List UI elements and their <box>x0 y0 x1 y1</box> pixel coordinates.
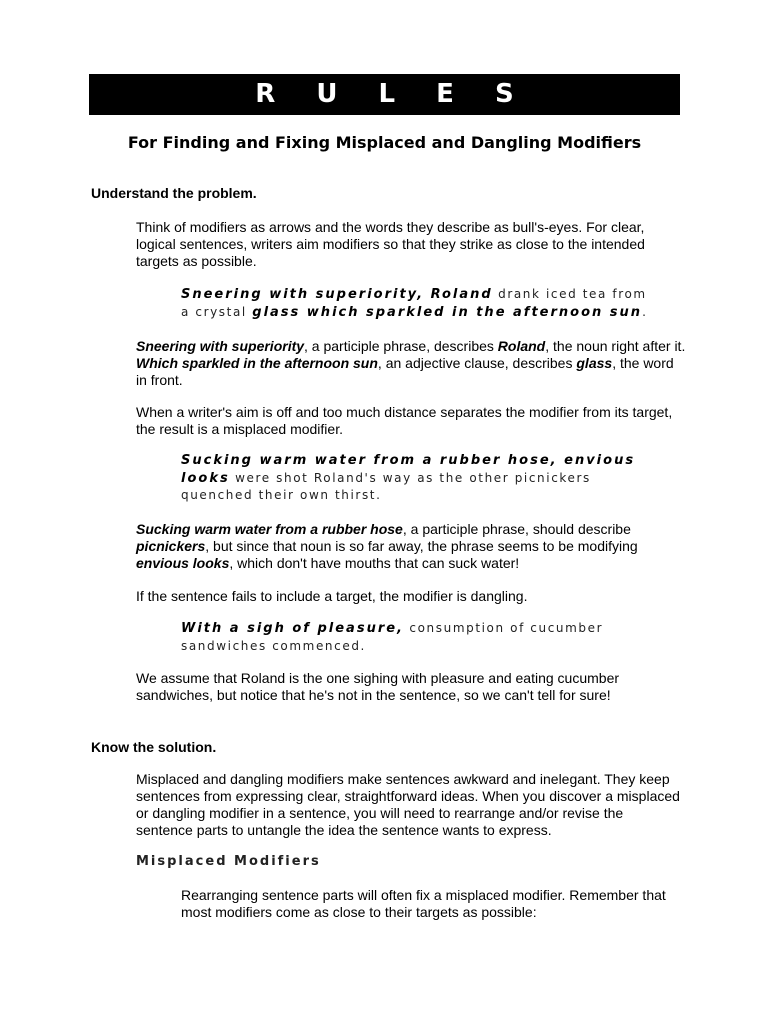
text-run: , but since that noun is so far away, the phrase seems to be modifying <box>205 538 638 554</box>
paragraph-misplaced-definition: When a writer's aim is off and too much distance separates the modifier from its target, the result is a misplaced modifier. <box>136 404 673 437</box>
example-text: were shot Roland's way as the other picnickers quenched their own thirst. <box>181 470 591 502</box>
text-run: , the word in front. <box>136 355 674 388</box>
example-lead: Sneering with superiority, Roland <box>181 287 493 302</box>
bold-italic-term: Roland <box>497 338 546 354</box>
heading-know-solution: Know the solution. <box>91 739 217 755</box>
paragraph-solution: Misplaced and dangling modifiers make sentences awkward and inelegant. They keep sentences from expressing clear, straightforward ideas. When you discover a misplaced or dangling modifier in a sentence, you will need to rearrange and/or revise the sentence parts to untangle the idea the sentence wants to express. <box>136 771 680 838</box>
paragraph-sucking-explanation <box>136 521 686 572</box>
bold-italic-term: glass <box>576 355 613 371</box>
heading-understand-problem: Understand the problem. <box>91 185 257 201</box>
example-lead: With a sigh of pleasure, <box>181 621 404 636</box>
text-run: , a participle phrase, describes <box>304 338 498 354</box>
example-end: . <box>642 304 648 319</box>
paragraph-rearranging: Rearranging sentence parts will often fix a misplaced modifier. Remember that most modifiers come as close to their targets as possible: <box>181 887 666 920</box>
bold-italic-term: Which sparkled in the afternoon sun <box>136 355 378 371</box>
text-run: , the noun right after it. <box>545 338 686 354</box>
example-sigh <box>181 620 661 655</box>
paragraph-dangling-definition: If the sentence fails to include a target, the modifier is dangling. <box>136 588 528 604</box>
example-text: drank iced tea from a crystal <box>181 287 647 319</box>
bold-italic-term: envious looks <box>136 555 230 571</box>
example-bold: glass which sparkled in the afternoon sun <box>252 304 643 320</box>
example-text: consumption of cucumber sandwiches commenced. <box>181 621 604 653</box>
bold-italic-term: Sucking warm water from a rubber hose <box>136 521 403 537</box>
paragraph-sneering-explanation <box>136 338 686 389</box>
paragraph-modifiers-arrows: Think of modifiers as arrows and the words they describe as bull's-eyes. For clear, logical sentences, writers aim modifiers so that they strike as close to the intended targets as possible. <box>136 219 645 269</box>
example-lead: Sucking warm water from a rubber hose, envious looks <box>181 453 636 486</box>
example-sucking <box>181 452 656 505</box>
text-run: , a participle phrase, should describe <box>402 521 631 537</box>
bold-italic-term: picnickers <box>136 538 206 554</box>
text-run: , an adjective clause, describes <box>377 355 577 371</box>
rules-banner: R U L E S <box>89 74 680 115</box>
document-subtitle: For Finding and Fixing Misplaced and Dangling Modifiers <box>127 133 642 152</box>
subheading-misplaced-modifiers: Misplaced Modifiers <box>136 854 321 869</box>
bold-italic-term: Sneering with superiority <box>136 338 305 354</box>
text-run: , which don't have mouths that can suck water! <box>229 555 520 571</box>
example-sneering <box>181 286 661 321</box>
paragraph-roland-assumption: We assume that Roland is the one sighing with pleasure and eating cucumber sandwiches, but notice that he's not in the sentence, so we can't tell for sure! <box>136 670 620 703</box>
